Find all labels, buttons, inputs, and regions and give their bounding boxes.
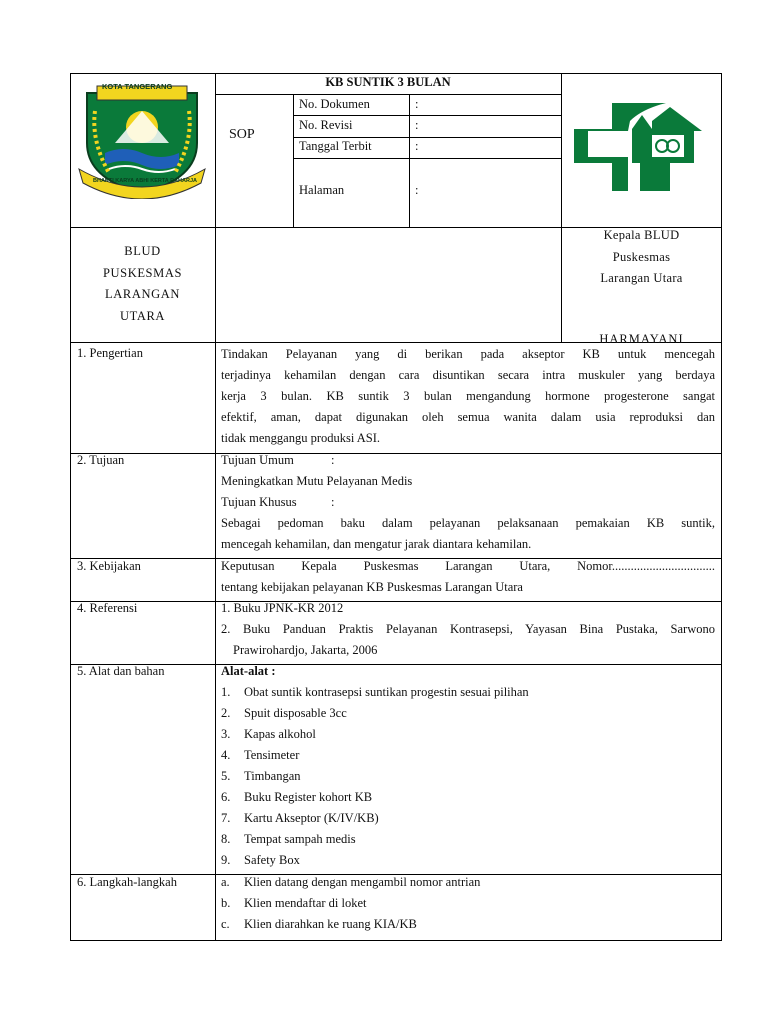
list-item: 2. Spuit disposable 3cc <box>221 706 347 720</box>
list-item: 5. Timbangan <box>221 769 301 783</box>
list-item: b. Klien mendaftar di loket <box>221 896 367 910</box>
institution-line-2: PUSKESMAS <box>102 265 183 280</box>
section-label-langkah: 6. Langkah-langkah <box>77 875 177 889</box>
signatory-line-3: Larangan Utara <box>600 271 683 285</box>
section-label-alat: 5. Alat dan bahan <box>77 664 165 678</box>
divider-title <box>215 94 561 95</box>
divider-left-column <box>215 73 216 941</box>
tujuan-umum-colon: : <box>331 453 335 467</box>
institution-name <box>70 241 215 327</box>
meta-value-no-dokumen: : <box>415 97 419 111</box>
logo-banner-text: KOTA TANGERANG <box>102 82 173 91</box>
alat-list <box>221 682 529 871</box>
signatory-name: HARMAYANI <box>599 332 684 346</box>
tujuan-khusus-line-2: mencegah kehamilan, dan mengatur jarak diantara kehamilan. <box>221 537 532 551</box>
puskesmas-cross-icon <box>570 101 706 193</box>
kebijakan-line-1: Keputusan Kepala Puskesmas Larangan Utara, Nomor................................. <box>221 559 715 573</box>
meta-value-halaman: : <box>415 183 419 197</box>
list-item: 8. Tempat sampah medis <box>221 832 356 846</box>
referensi-item-2: 2. Buku Panduan Praktis Pelayanan Kontrasepsi, Yayasan Bina Pustaka, Sarwono <box>221 622 715 636</box>
tujuan-umum-text: Meningkatkan Mutu Pelayanan Medis <box>221 474 413 488</box>
pengertian-text <box>221 344 715 449</box>
pengertian-line-5: tidak menggangu produksi ASI. <box>221 431 381 445</box>
logo-motto-text: BHAKTI KARYA ABHI KERTA RAHARJA <box>93 178 197 184</box>
list-item: c. Klien diarahkan ke ruang KIA/KB <box>221 917 417 931</box>
meta-label-tanggal-terbit: Tanggal Terbit <box>299 139 372 153</box>
section-label-referensi: 4. Referensi <box>77 601 138 615</box>
tujuan-umum-label: Tujuan Umum <box>221 453 294 467</box>
langkah-list <box>221 872 480 935</box>
list-item: a. Klien datang dengan mengambil nomor antrian <box>221 875 481 889</box>
section-label-tujuan: 2. Tujuan <box>77 453 125 467</box>
puskesmas-logo <box>570 101 706 193</box>
alat-heading: Alat-alat : <box>221 664 276 678</box>
divider-meta-3 <box>293 158 561 159</box>
list-item: 9. Safety Box <box>221 853 300 867</box>
list-item: 1. Obat suntik kontrasepsi suntikan progestin sesuai pilihan <box>221 685 529 699</box>
kebijakan-line-2: tentang kebijakan pelayanan KB Puskesmas Larangan Utara <box>221 580 523 594</box>
pengertian-line-4: efektif, aman, dapat digunakan oleh semua wanita dalam usia reproduksi dan <box>221 410 715 424</box>
section-label-pengertian: 1. Pengertian <box>77 346 143 360</box>
sop-label: SOP <box>229 127 255 142</box>
list-item: 3. Kapas alkohol <box>221 727 316 741</box>
meta-label-no-revisi: No. Revisi <box>299 118 353 132</box>
divider-section-2 <box>70 453 722 454</box>
sop-document <box>70 73 722 941</box>
divider-meta <box>409 94 410 227</box>
pengertian-line-3: kerja 3 bulan. KB suntik 3 bulan mengandung hormone progesterone sangat <box>221 389 715 403</box>
divider-section-5 <box>70 664 722 665</box>
signatory-line-2: Puskesmas <box>612 249 671 264</box>
meta-value-tanggal-terbit: : <box>415 139 419 153</box>
divider-sop <box>293 94 294 227</box>
document-title: KB SUNTIK 3 BULAN <box>325 75 451 89</box>
referensi-item-2-cont: Prawirohardjo, Jakarta, 2006 <box>233 643 378 657</box>
tujuan-khusus-colon: : <box>331 495 335 509</box>
tujuan-khusus-label: Tujuan Khusus <box>221 495 297 509</box>
institution-line-3: LARANGAN <box>105 287 180 301</box>
section-label-kebijakan: 3. Kebijakan <box>77 559 141 573</box>
institution-line-1: BLUD <box>124 244 161 258</box>
list-item: 6. Buku Register kohort KB <box>221 790 373 804</box>
signatory-line-1: Kepala BLUD <box>603 228 680 242</box>
divider-section-4 <box>70 601 722 602</box>
list-item: 4. Tensimeter <box>221 748 300 762</box>
referensi-item-1: 1. Buku JPNK-KR 2012 <box>221 601 344 615</box>
meta-value-no-revisi: : <box>415 118 419 132</box>
divider-right-column <box>561 73 562 342</box>
meta-label-no-dokumen: No. Dokumen <box>299 97 370 111</box>
pengertian-line-1: Tindakan Pelayanan yang di berikan pada akseptor KB untuk mencegah <box>221 347 715 361</box>
kota-tangerang-logo <box>75 81 209 199</box>
meta-label-halaman: Halaman <box>299 183 345 197</box>
tujuan-khusus-line-1: Sebagai pedoman baku dalam pelayanan pelaksanaan pemakaian KB suntik, <box>221 516 715 530</box>
list-item: 7. Kartu Akseptor (K/IV/KB) <box>221 811 379 825</box>
institution-line-4: UTARA <box>119 308 166 323</box>
pengertian-line-2: terjadinya kehamilan dengan cara disuntikan secara intra muskuler yang berdaya <box>221 368 715 382</box>
signatory-block <box>561 225 722 290</box>
